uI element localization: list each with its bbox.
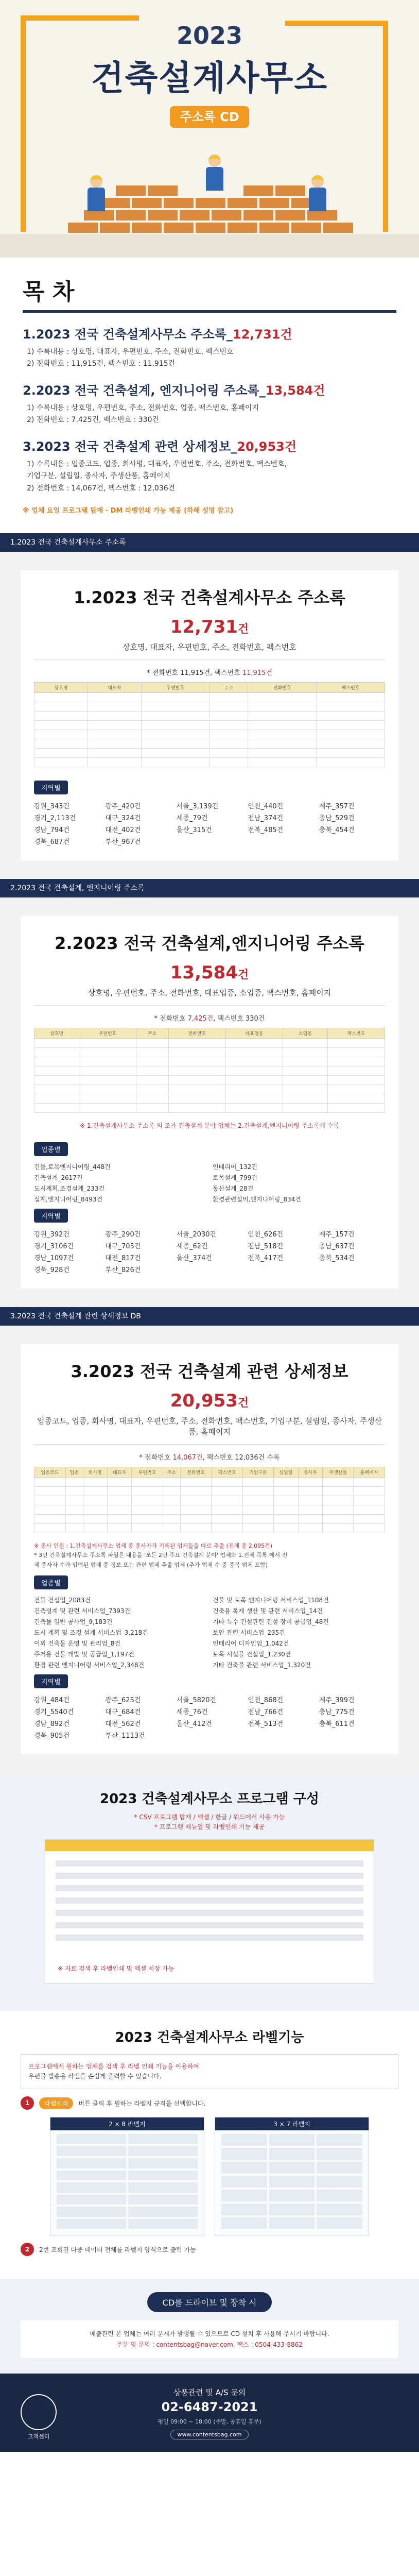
region-item: 광주_290건	[105, 1230, 141, 1239]
region-item: 광주_625건	[105, 1696, 141, 1704]
program-note: * CSV 프로그램 탑재 / 엑셀 / 한글 / 워드에서 사용 가능	[134, 1813, 285, 1821]
region-item: 경북_905건	[34, 1732, 69, 1740]
table-of-contents	[0, 258, 419, 533]
region-item: 대구_684건	[105, 1708, 141, 1716]
toc-section-title: 3.2023 전국 건축설계 관련 상세정보_20,953건	[23, 439, 297, 454]
table-row	[34, 1486, 385, 1496]
table-header-cell: 대표자	[88, 682, 141, 692]
region-item: 인천_868건	[248, 1696, 284, 1704]
section-title: 1.2023 전국 건축설계사무소 주소록	[74, 587, 345, 607]
table-row	[34, 748, 385, 757]
footer-hours: 평일 09:00 ~ 18:00 (주말, 공휴일 휴무)	[158, 2418, 261, 2426]
region-item: 세종_76건	[176, 1708, 208, 1716]
table-row	[34, 730, 385, 739]
section-title: 3.2023 전국 건축설계 관련 상세정보	[71, 1361, 348, 1381]
table-row	[34, 720, 385, 730]
section-address-book	[0, 552, 419, 879]
region-item: 인천_626건	[248, 1230, 284, 1239]
table-row	[34, 1496, 385, 1505]
table-row	[34, 711, 385, 720]
toc-line: 2) 전화번호 : 7,425건, 팩스번호 : 330건	[27, 416, 159, 425]
region-item: 전남_518건	[248, 1242, 284, 1250]
toc-section-title: 2.2023 전국 건축설계, 엔지니어링 주소록_13,584건	[23, 383, 325, 398]
region-item: 전북_485건	[248, 826, 284, 834]
region-item: 강원_343건	[34, 802, 69, 810]
field-item: 토목 시설물 건설업_1,230건	[213, 1650, 291, 1658]
table-header-cell: 업종	[65, 1467, 83, 1477]
field-item: 동산설계_28건	[213, 1184, 254, 1192]
table-header-cell: 대표자	[107, 1467, 131, 1477]
region-item: 서울_2030건	[176, 1230, 217, 1239]
cd-notice	[0, 2279, 419, 2374]
field-grid	[34, 1596, 385, 1669]
region-item: 경북_928건	[34, 1266, 69, 1274]
region-item: 부산_1113건	[105, 1732, 145, 1740]
footer	[0, 2374, 419, 2452]
hero-title: 건축설계사무소	[91, 58, 328, 98]
field-item: 건물,토목엔지니어링_448건	[34, 1163, 111, 1171]
section-card	[21, 916, 398, 1289]
contact-counts: * 전화번호 11,915건, 팩스번호 11,915건	[147, 669, 272, 677]
region-item: 경남_794건	[34, 826, 69, 834]
field-item: 환경 관련 엔지니어링 서비스업_2,348건	[34, 1661, 145, 1669]
footer-phone[interactable]: 02-6487-2021	[161, 2400, 258, 2415]
field-item: 건축물 일반 공사업_9,183건	[34, 1618, 113, 1625]
label-step	[21, 2096, 398, 2110]
region-item: 전북_417건	[248, 1254, 284, 1262]
region-item: 경기_5540건	[34, 1708, 74, 1716]
section-bar: 1.2023 전국 건축설계사무소 주소록	[0, 533, 419, 552]
region-item: 대구_324건	[105, 814, 141, 822]
label-print-button[interactable]: 라벨인쇄	[39, 2097, 73, 2109]
field-item: 설계,엔지니어링_8493건	[34, 1195, 103, 1203]
field-label: 업종별	[34, 1142, 68, 1156]
section-detail	[0, 1326, 419, 1773]
cd-notice-box: 매출관련 본 업체는 여러 문제가 발생될 수 있으므로 CD 설치 후 사용해 주시기 바랍니다. 주문 및 문의 : contentsbag@naver.com, 팩스 : 0504-433-8862	[21, 2320, 398, 2358]
sample-table	[34, 682, 385, 767]
label-section	[0, 2011, 419, 2279]
label-step	[21, 2243, 398, 2256]
toc-section	[23, 380, 396, 426]
region-item: 제주_399건	[319, 1696, 355, 1704]
region-label: 지역별	[34, 1674, 68, 1688]
worker-illustration	[88, 175, 105, 211]
region-item: 대전_817건	[105, 1254, 141, 1262]
toc-line: 1) 수록내용 : 업종코드, 업종, 회사명, 대표자, 우편번호, 주소, 전화번호, 팩스번호,	[27, 460, 287, 469]
section-engineering	[0, 897, 419, 1307]
table-header-cell: 전화번호	[168, 1028, 225, 1038]
program-screenshot-caption: ※ 자료 검색 후 라벨인쇄 및 엑셀 저장 가능	[58, 1965, 174, 1973]
region-item: 충북_611건	[319, 1720, 355, 1728]
field-item: 건축용 목재 생산 및 관련 서비스업_14건	[213, 1607, 323, 1615]
label-heading: 2023 건축설계사무소 라벨기능	[115, 2030, 304, 2046]
table-header-cell: 상호명	[34, 1028, 79, 1038]
field-item: 건축설계_2617건	[34, 1174, 83, 1181]
step-number: 2	[21, 2243, 34, 2256]
region-item: 울산_412건	[176, 1720, 212, 1728]
field-item: 이외 건축물 운영 및 관리업_8건	[34, 1639, 120, 1647]
table-header-cell: 주소	[136, 1028, 169, 1038]
region-item: 서울_5820건	[176, 1696, 217, 1704]
region-item: 경남_892건	[34, 1720, 69, 1728]
record-count: 13,584건	[170, 962, 249, 983]
hero-badge: 주소록 CD	[170, 106, 249, 128]
step-text: 버튼 클릭 후 원하는 라벨지 규격을 선택합니다.	[78, 2099, 206, 2107]
field-item: 건물 건설업_2083건	[34, 1596, 91, 1604]
table-row	[34, 1505, 385, 1514]
field-item: 건축설계 및 관련 서비스업_7393건	[34, 1607, 131, 1615]
label-sheet	[50, 2117, 204, 2235]
table-header-cell: 업종코드	[34, 1467, 66, 1477]
table-header-cell: 종사자	[298, 1467, 322, 1477]
region-item: 경기_2,113건	[34, 814, 76, 822]
step-text: 2번 조회된 다중 데이터 전체를 라벨지 양식으로 출력 가능	[39, 2246, 196, 2253]
contact-counts: * 전화번호 14,067건, 팩스번호 12,036건 수록	[139, 1453, 280, 1462]
table-header-cell: 홈페이지	[354, 1467, 385, 1477]
table-header-cell: 대표업종	[225, 1028, 283, 1038]
field-item: 환경관련설비,엔지니어링_834건	[213, 1195, 301, 1203]
field-item: 기타 건축물 관련 서비스업_1,320건	[213, 1661, 311, 1669]
sample-table	[34, 1467, 385, 1533]
table-row	[34, 1047, 385, 1057]
region-item: 전북_513건	[248, 1720, 284, 1728]
region-item: 서울_3,139건	[176, 802, 219, 810]
table-row	[34, 1514, 385, 1523]
contact-counts: * 전화번호 7,425건, 팩스번호 330건	[154, 1014, 265, 1023]
table-header-cell: 전화번호	[180, 1467, 212, 1477]
program-screenshot	[45, 1839, 374, 1984]
region-item: 경남_1097건	[34, 1254, 74, 1262]
headset-icon	[21, 2394, 57, 2430]
toc-section	[23, 324, 396, 370]
region-item: 인천_440건	[248, 802, 284, 810]
region-item: 세종_79건	[176, 814, 208, 822]
table-header-cell: 주소	[210, 682, 248, 692]
region-item: 대구_705건	[105, 1242, 141, 1250]
region-item: 대전_562건	[105, 1720, 141, 1728]
table-row	[34, 1038, 385, 1047]
region-item: 광주_420건	[105, 802, 141, 810]
table-row	[34, 1523, 385, 1533]
cd-notice-button: CD를 드라이브 및 장착 시	[147, 2292, 272, 2312]
table-row	[34, 1066, 385, 1075]
field-item: 기타 특수 건설관련 건설 장비 공급업_48건	[213, 1618, 329, 1625]
crane-arm-left	[21, 15, 139, 21]
region-item: 충남_775건	[319, 1708, 355, 1716]
region-item: 제주_357건	[319, 802, 355, 810]
table-header-cell: 팩스번호	[327, 1028, 385, 1038]
hero-year: 2023	[176, 22, 243, 49]
label-sheet	[215, 2117, 369, 2235]
footer-inquiry: 상품관련 및 A/S 문의	[173, 2388, 246, 2398]
table-header-cell: 우편번호	[132, 1467, 163, 1477]
table-row	[34, 1094, 385, 1103]
worker-illustration	[206, 155, 223, 191]
region-item: 충북_534건	[319, 1254, 355, 1262]
table-row	[34, 1477, 385, 1486]
toc-section-title: 1.2023 전국 건축설계사무소 주소록_12,731건	[23, 327, 292, 342]
field-item: 인테리어_132건	[213, 1163, 257, 1171]
section-card	[21, 570, 398, 860]
toc-section	[23, 436, 396, 494]
table-header-cell: 우편번호	[141, 682, 210, 692]
toc-line: 기업구분, 설립일, 종사자, 주생산품, 홈페이지	[27, 472, 171, 481]
region-item: 세종_62건	[176, 1242, 208, 1250]
field-grid	[34, 1162, 385, 1204]
region-item: 울산_315건	[176, 826, 212, 834]
field-item: 건물 및 토목 엔지니어링 서비스업_1108건	[213, 1596, 329, 1604]
region-item: 부산_967건	[105, 838, 141, 846]
field-item: 도시계획,조경설계_233건	[34, 1184, 105, 1192]
table-header-cell: 전화번호	[248, 682, 317, 692]
section-notes: ※ 종사 인원 : 1.건축설계사무소 업체 중 종사자가 기록된 업체들을 따로 추출 (전체 중 2,095건) * 3번 건축설계사무소 주소록 파일은 내용을 '모든 2번 주요 건축설계 분야' 업체와 1.전체 목록 에서 전 체 종사자 수가 입력된 업체 중 정보 또는 관련 업체 추출 업체 (추가 업체 수 중 중복 업체 포함)	[34, 1542, 288, 1569]
region-item: 부산_826건	[105, 1266, 141, 1274]
field-item: 토목설계_799건	[213, 1174, 257, 1181]
table-row	[34, 692, 385, 702]
region-grid	[34, 801, 385, 846]
region-item: 울산_374건	[176, 1254, 212, 1262]
region-item: 경북_687건	[34, 838, 69, 846]
table-header-cell: 주소	[163, 1467, 180, 1477]
region-label: 지역별	[34, 1209, 68, 1223]
table-header-cell: 팩스번호	[212, 1467, 243, 1477]
table-row	[34, 757, 385, 767]
region-grid	[34, 1229, 385, 1274]
region-item: 대전_402건	[105, 826, 141, 834]
table-header-cell: 설립일	[274, 1467, 298, 1477]
field-list: 상호명, 우편번호, 주소, 전화번호, 대표업종, 소업종, 팩스번호, 홈페이지	[34, 987, 385, 1006]
section-bar: 2.2023 전국 건축설계, 엔지니어링 주소록	[0, 879, 419, 897]
table-header-cell: 팩스번호	[317, 682, 385, 692]
table-header-cell: 기업구분	[242, 1467, 274, 1477]
table-header-cell: 우편번호	[79, 1028, 136, 1038]
sample-table	[34, 1028, 385, 1113]
region-item: 경기_3106건	[34, 1242, 74, 1250]
label-description: 프로그램에서 원하는 업체를 검색 후 라벨 인쇄 기능을 이용하여 우편물 발송용 라벨을 손쉽게 출력할 수 있습니다.	[21, 2054, 398, 2089]
region-grid	[34, 1694, 385, 1740]
footer-logo-text: 고객센터	[27, 2433, 50, 2441]
hero-banner	[0, 0, 419, 258]
region-item: 강원_392건	[34, 1230, 69, 1239]
toc-line: 2) 전화번호 : 11,915건, 팩스번호 : 11,915건	[27, 360, 176, 368]
table-row	[34, 1084, 385, 1094]
record-count: 20,953건	[170, 1390, 249, 1411]
label-sheet-caption: 3 × 7 라벨지	[215, 2117, 369, 2130]
region-item: 강원_484건	[34, 1696, 69, 1704]
toc-line: 2) 전화번호 : 14,067건, 팩스번호 : 12,036건	[27, 484, 176, 493]
region-item: 제주_157건	[319, 1230, 355, 1239]
table-row	[34, 702, 385, 711]
ground	[0, 234, 419, 258]
worker-illustration	[309, 175, 326, 211]
label-sheets	[21, 2117, 398, 2235]
table-header-cell: 회사명	[83, 1467, 107, 1477]
field-item: 인테리어 디자인업_1,042건	[213, 1639, 289, 1647]
table-header-cell: 주생산품	[322, 1467, 354, 1477]
step-number: 1	[21, 2096, 34, 2110]
toc-note: ※ 업체 요일 프로그램 탑재 - DM 라벨인쇄 가능 제공 (하해 설명 참고)	[23, 506, 234, 515]
region-item: 전남_374건	[248, 814, 284, 822]
table-row	[34, 1057, 385, 1066]
field-list: 상호명, 대표자, 우편번호, 주소, 전화번호, 팩스번호	[34, 641, 385, 660]
field-item: 보안 관련 서비스업_235건	[213, 1629, 285, 1636]
region-item: 전남_766건	[248, 1708, 284, 1716]
table-row	[34, 1103, 385, 1112]
program-heading: 2023 건축설계사무소 프로그램 구성	[99, 1791, 320, 1807]
field-item: 도시 계획 및 조경 설계 서비스업_3,218건	[34, 1629, 148, 1636]
table-row	[34, 739, 385, 748]
toc-line: 1) 수록내용 : 상호명, 대표자, 우편번호, 주소, 전화번호, 팩스번호	[27, 348, 234, 356]
footer-site-link[interactable]: www.contentsbag.com	[170, 2430, 248, 2439]
label-sheet-caption: 2 × 8 라벨지	[50, 2117, 204, 2130]
program-note: * 프로그램 매뉴얼 및 라벨인쇄 기능 제공	[154, 1823, 265, 1831]
field-item: 주거용 건물 개발 및 공급업_1,197건	[34, 1650, 134, 1658]
section-title: 2.2023 전국 건축설계,엔지니어링 주소록	[55, 933, 364, 953]
section-card	[21, 1344, 398, 1754]
toc-line: 1) 수록내용 : 상호명, 우편번호, 주소, 전화번호, 업종, 팩스번호, 홈페이지	[27, 404, 259, 413]
record-count: 12,731건	[170, 616, 249, 637]
section-bar: 3.2023 전국 건축설계 관련 상세정보 DB	[0, 1307, 419, 1326]
table-header-cell: 소업종	[283, 1028, 327, 1038]
region-item: 충남_637건	[319, 1242, 355, 1250]
region-item: 충남_529건	[319, 814, 355, 822]
field-label: 업종별	[34, 1575, 68, 1589]
section-note: ※ 1.건축설계사무소 주소록 의 조가 건축설계 분야 업체는 2.건축설계,엔지니어링 주소록에 수록	[80, 1122, 339, 1129]
table-header-cell: 상호명	[34, 682, 88, 692]
table-row	[34, 1075, 385, 1084]
toc-heading: 목 차	[23, 273, 396, 313]
field-list: 업종코드, 업종, 회사명, 대표자, 우편번호, 주소, 전화번호, 팩스번호, 기업구분, 설립일, 종사자, 주생산품, 홈페이지	[34, 1415, 385, 1445]
program-section	[0, 1773, 419, 2011]
region-item: 충북_454건	[319, 826, 355, 834]
region-label: 지역별	[34, 781, 68, 794]
